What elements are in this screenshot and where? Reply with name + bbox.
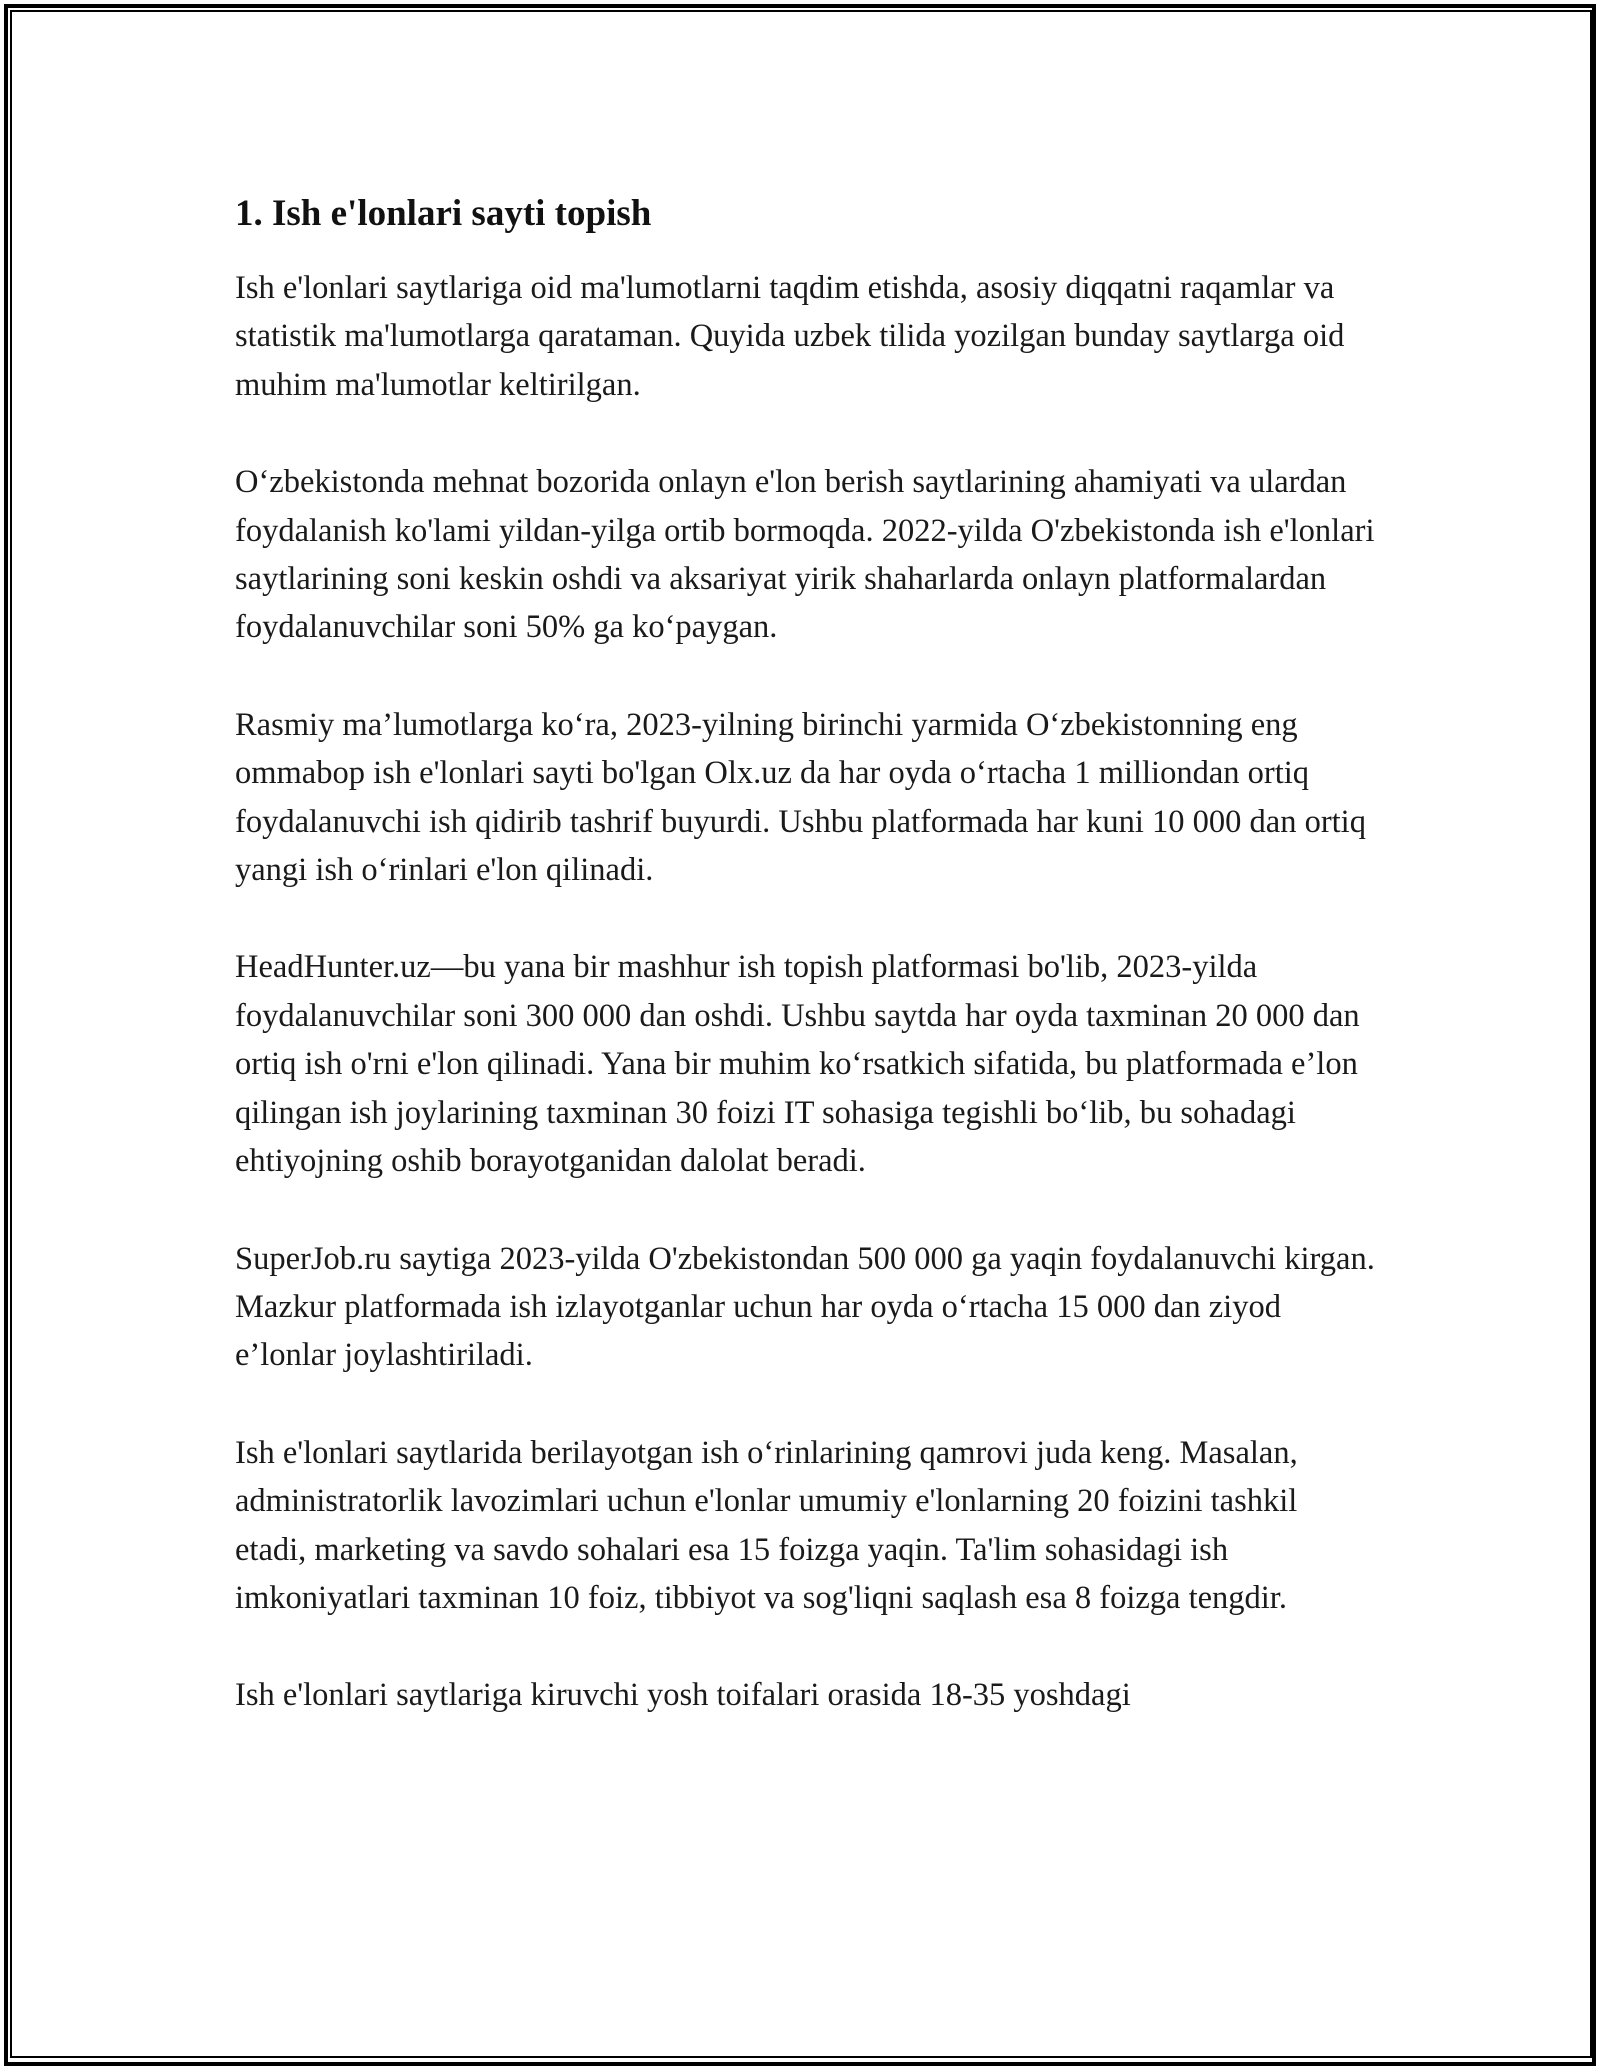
paragraph-job-categories: Ish e'lonlari saytlarida berilayotgan ish o‘rinlarining qamrovi juda keng. Masalan, administratorlik lavozimlari uchun e'lonlar umumiy e'lonlarning 20 foizini tashkil etadi, marketing va savdo sohalari esa 15 foizga yaqin. Ta'lim sohasidagi ish imkoniyatlari taxminan 10 foiz, tibbiyot va sog'liqni saqlash esa 8 foizga tengdir.: [235, 1434, 1298, 1616]
paragraph-intro: Ish e'lonlari saytlariga oid ma'lumotlarni taqdim etishda, asosiy diqqatni raqamlar va statistik ma'lumotlarga qarataman. Quyida uzbek tilida yozilgan bunday saytlarga oid muhim ma'lumotlar keltirilgan.: [235, 270, 1345, 403]
paragraph-market-growth: O‘zbekistonda mehnat bozorida onlayn e'lon berish saytlarining ahamiyati va ulardan foydalanish ko'lami yildan-yilga ortib bormoqda. 2022-yilda O'zbekistonda ish e'lonlari saytlarining soni keskin oshdi va aksariyat yirik shaharlarda onlayn platformalardan foydalanuvchilar soni 50% ga ko‘paygan.: [235, 464, 1375, 646]
paragraph-olx: Rasmiy ma’lumotlarga ko‘ra, 2023-yilning birinchi yarmida O‘zbekistonning eng ommabop ish e'lonlari sayti bo'lgan Olx.uz da har oyda o‘rtacha 1 milliondan ortiq foydalanuvchi ish qidirib tashrif buyurdi. Ushbu platformada har kuni 10 000 dan ortiq yangi ish o‘rinlari e'lon qilinadi.: [235, 706, 1366, 889]
paragraph-headhunter: HeadHunter.uz—bu yana bir mashhur ish topish platformasi bo'lib, 2023-yilda foydalanuvchilar soni 300 000 dan oshdi. Ushbu saytda har oyda taxminan 20 000 dan ortiq ish o'rni e'lon qilinadi. Yana bir muhim ko‘rsatkich sifatida, bu platformada e’lon qilingan ish joylarining taxminan 30 foizi IT sohasiga tegishli bo‘lib, bu sohadagi ehtiyojning oshib borayotganidan dalolat beradi.: [235, 949, 1360, 1180]
section-heading: 1. Ish e'lonlari sayti topish: [235, 193, 652, 234]
paragraph-age-groups: Ish e'lonlari saytlariga kiruvchi yosh toifalari orasida 18-35 yoshdagi: [235, 1677, 1131, 1714]
paragraph-superjob: SuperJob.ru saytiga 2023-yilda O'zbekistondan 500 000 ga yaqin foydalanuvchi kirgan. Mazkur platformada ish izlayotganlar uchun har oyda o‘rtacha 15 000 dan ziyod e’lonlar joylashtiriladi.: [235, 1240, 1375, 1374]
document-body: [235, 186, 1375, 1769]
